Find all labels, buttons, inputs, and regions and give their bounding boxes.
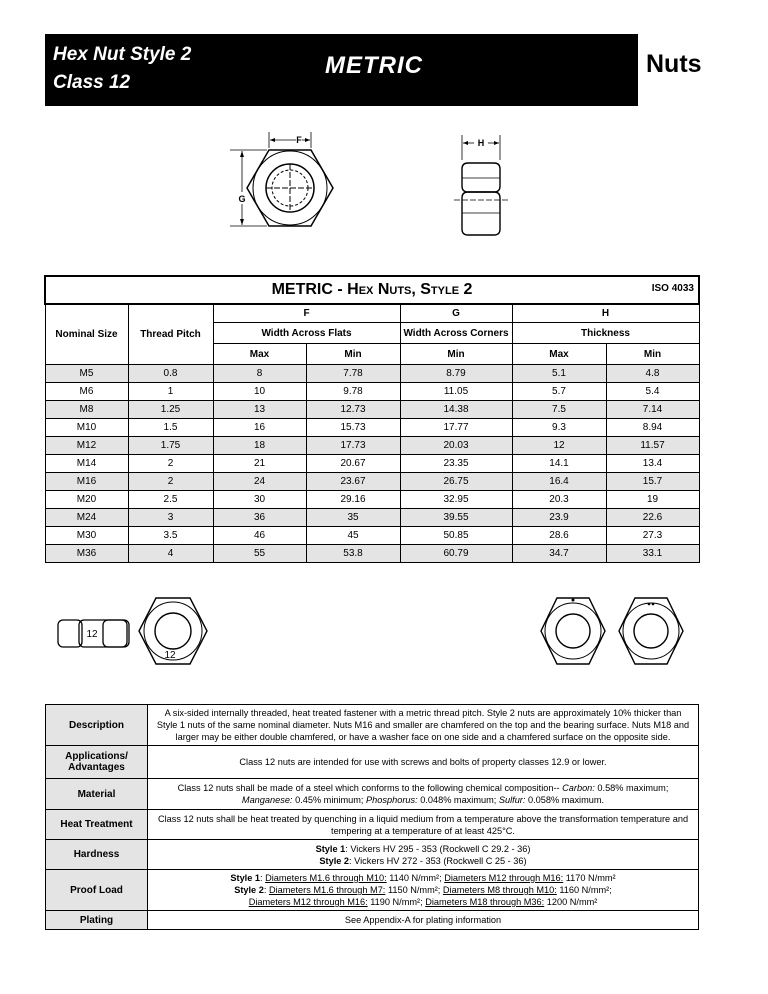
proof-load-text: Style 1: Diameters M1.6 through M10: 1140 N/mm²; Diameters M12 through M16: 1170 N/mm² Style 2: Diameters M1.6 through M7: 1150 N/mm²; Diameters M8 through M10: 1160 N/mm²; Diameters M12 through M16: 1190 N/mm²; Diameters M18 through M36: 1200 N/mm² xyxy=(148,870,699,911)
table-row xyxy=(45,455,699,473)
cell-g-min: 14.38 xyxy=(400,401,512,419)
cell-f-max: 30 xyxy=(213,491,306,509)
table-row xyxy=(45,419,699,437)
iso-standard: ISO 4033 xyxy=(651,283,694,294)
cell-f-min: 53.8 xyxy=(306,545,400,563)
cell-h-min: 5.4 xyxy=(606,383,699,401)
table-row xyxy=(45,437,699,455)
dim-label-h: H xyxy=(477,138,485,148)
cell-thread-pitch: 1 xyxy=(128,383,213,401)
cell-h-max: 16.4 xyxy=(512,473,606,491)
cell-g-min: 39.55 xyxy=(400,509,512,527)
heat-treatment-label: Heat Treatment xyxy=(46,810,148,840)
proof-load-label: Proof Load xyxy=(46,870,148,911)
side-marking-label: 12 xyxy=(86,629,98,640)
table-title-cell xyxy=(45,276,699,304)
carbon-label: Carbon: xyxy=(562,783,595,793)
cell-thread-pitch: 2 xyxy=(128,473,213,491)
proof-s2-value-b: 1160 N/mm²; xyxy=(559,885,612,895)
manganese-label: Manganese: xyxy=(241,795,293,805)
table-row xyxy=(45,401,699,419)
cell-h-min: 11.57 xyxy=(606,437,699,455)
cell-h-min: 19 xyxy=(606,491,699,509)
carbon-value: 0.58% maximum; xyxy=(597,783,669,793)
specification-info-table xyxy=(45,704,699,930)
cell-nominal-size: M30 xyxy=(45,527,128,545)
proof-style2-label: Style 2 xyxy=(234,885,264,895)
cell-thread-pitch: 1.25 xyxy=(128,401,213,419)
cell-f-min: 17.73 xyxy=(306,437,400,455)
cell-f-max: 8 xyxy=(213,365,306,383)
cell-nominal-size: M14 xyxy=(45,455,128,473)
cell-thread-pitch: 2 xyxy=(128,455,213,473)
table-row xyxy=(45,545,699,563)
cell-nominal-size: M16 xyxy=(45,473,128,491)
cell-h-min: 8.94 xyxy=(606,419,699,437)
header-g-min: Min xyxy=(400,344,512,365)
header-thread-pitch: Thread Pitch xyxy=(128,304,213,365)
table-row xyxy=(45,491,699,509)
cell-h-max: 7.5 xyxy=(512,401,606,419)
hardness-style1-label: Style 1 xyxy=(315,843,346,854)
manganese-value: 0.45% minimum; xyxy=(295,795,364,805)
dimensions-table-body xyxy=(45,365,699,563)
marking-variants-drawing xyxy=(538,596,688,666)
cell-h-max: 20.3 xyxy=(512,491,606,509)
plating-label: Plating xyxy=(46,911,148,930)
cell-g-min: 60.79 xyxy=(400,545,512,563)
cell-h-min: 13.4 xyxy=(606,455,699,473)
cell-h-min: 4.8 xyxy=(606,365,699,383)
header-f-max: Max xyxy=(213,344,306,365)
cell-f-min: 35 xyxy=(306,509,400,527)
proof-style1-label: Style 1 xyxy=(230,873,260,883)
cell-nominal-size: M36 xyxy=(45,545,128,563)
cell-h-max: 12 xyxy=(512,437,606,455)
cell-g-min: 20.03 xyxy=(400,437,512,455)
header-width-across-flats: Width Across Flats xyxy=(213,323,400,344)
cell-h-max: 14.1 xyxy=(512,455,606,473)
description-text: A six-sided internally threaded, heat treated fastener with a metric thread pitch. Style 2 nuts are approximately 10% thicker than Style 1 nuts of the same nominal diameter. Nuts M16 and smaller are chamfered on the top and the bearing surface. Nuts M18 and larger may be either double chamfered, or have a washer face on one side and a chamfered surface on the opposite side. xyxy=(148,705,699,746)
phosphorus-label: Phosphorus: xyxy=(366,795,418,805)
plating-text: See Appendix-A for plating information xyxy=(148,911,699,930)
description-label: Description xyxy=(46,705,148,746)
table-row xyxy=(45,383,699,401)
marking-dot-icon xyxy=(648,603,651,606)
material-label: Material xyxy=(46,779,148,810)
system-title: METRIC xyxy=(325,52,423,79)
header-h-min: Min xyxy=(606,344,699,365)
header-group-g: G xyxy=(400,304,512,323)
cell-thread-pitch: 4 xyxy=(128,545,213,563)
cell-h-max: 5.7 xyxy=(512,383,606,401)
cell-nominal-size: M24 xyxy=(45,509,128,527)
cell-f-min: 9.78 xyxy=(306,383,400,401)
cell-f-max: 16 xyxy=(213,419,306,437)
section-title: Nuts xyxy=(646,50,702,78)
table-row xyxy=(45,473,699,491)
cell-f-min: 15.73 xyxy=(306,419,400,437)
cell-f-max: 36 xyxy=(213,509,306,527)
applications-text: Class 12 nuts are intended for use with screws and bolts of property classes 12.9 or lower. xyxy=(148,746,699,779)
proof-s1-range-a: Diameters M1.6 through M10: xyxy=(265,873,387,883)
proof-s2-range-c: Diameters M12 through M16: xyxy=(248,897,368,907)
applications-label-line2: Advantages xyxy=(68,762,125,773)
cell-nominal-size: M10 xyxy=(45,419,128,437)
sulfur-value: 0.058% maximum. xyxy=(527,795,605,805)
cell-h-min: 15.7 xyxy=(606,473,699,491)
heat-treatment-text: Class 12 nuts shall be heat treated by quenching in a liquid medium from a temperature above the transformation temperature and tempering at a temperature of at least 425°C. xyxy=(148,810,699,840)
hex-nut-top-view-drawing xyxy=(230,130,350,246)
product-title: Hex Nut Style 2 xyxy=(53,44,192,65)
product-class: Class 12 xyxy=(53,72,131,93)
table-row xyxy=(45,509,699,527)
cell-h-min: 33.1 xyxy=(606,545,699,563)
cell-h-max: 28.6 xyxy=(512,527,606,545)
header-nominal-size: Nominal Size xyxy=(45,304,128,365)
hardness-style2-label: Style 2 xyxy=(319,855,350,866)
cell-thread-pitch: 3.5 xyxy=(128,527,213,545)
proof-s2-range-d: Diameters M18 through M36: xyxy=(425,897,545,907)
cell-f-max: 13 xyxy=(213,401,306,419)
table-row xyxy=(45,365,699,383)
table-row xyxy=(45,527,699,545)
proof-s2-range-b: Diameters M8 through M10: xyxy=(442,885,557,895)
header-width-across-corners: Width Across Corners xyxy=(400,323,512,344)
cell-h-min: 22.6 xyxy=(606,509,699,527)
phosphorus-value: 0.048% maximum; xyxy=(420,795,497,805)
cell-nominal-size: M20 xyxy=(45,491,128,509)
cell-f-max: 24 xyxy=(213,473,306,491)
cell-f-max: 18 xyxy=(213,437,306,455)
header-f-min: Min xyxy=(306,344,400,365)
cell-g-min: 23.35 xyxy=(400,455,512,473)
table-title: METRIC - Hex Nuts, Style 2 xyxy=(271,281,473,298)
hardness-text xyxy=(148,840,699,870)
cell-thread-pitch: 2.5 xyxy=(128,491,213,509)
face-marking-label: 12 xyxy=(164,650,176,661)
header-group-f: F xyxy=(213,304,400,323)
cell-thread-pitch: 0.8 xyxy=(128,365,213,383)
proof-s2-value-d: 1200 N/mm² xyxy=(546,897,598,907)
proof-s1-range-b: Diameters M12 through M16: xyxy=(444,873,564,883)
cell-f-min: 23.67 xyxy=(306,473,400,491)
material-text xyxy=(148,779,699,810)
cell-f-min: 7.78 xyxy=(306,365,400,383)
dim-label-g: G xyxy=(238,194,246,204)
cell-thread-pitch: 1.5 xyxy=(128,419,213,437)
proof-s1-value-a: 1140 N/mm²; xyxy=(389,873,442,883)
dim-label-f: F xyxy=(296,135,302,145)
proof-s2-value-c: 1190 N/mm²; xyxy=(370,897,423,907)
cell-f-min: 20.67 xyxy=(306,455,400,473)
applications-label-line1: Applications/ xyxy=(65,751,128,762)
cell-h-min: 27.3 xyxy=(606,527,699,545)
proof-s2-range-a: Diameters M1.6 through M7: xyxy=(268,885,386,895)
cell-f-min: 12.73 xyxy=(306,401,400,419)
cell-f-min: 29.16 xyxy=(306,491,400,509)
header-group-h: H xyxy=(512,304,699,323)
cell-f-max: 46 xyxy=(213,527,306,545)
cell-h-max: 9.3 xyxy=(512,419,606,437)
marking-dot-icon xyxy=(652,603,655,606)
header-banner xyxy=(45,34,638,106)
cell-g-min: 26.75 xyxy=(400,473,512,491)
cell-nominal-size: M8 xyxy=(45,401,128,419)
cell-h-max: 23.9 xyxy=(512,509,606,527)
header-h-max: Max xyxy=(512,344,606,365)
cell-g-min: 8.79 xyxy=(400,365,512,383)
cell-f-min: 45 xyxy=(306,527,400,545)
cell-g-min: 11.05 xyxy=(400,383,512,401)
hardness-style2-value: : Vickers HV 272 - 353 (Rockwell C 25 - 36) xyxy=(349,855,527,866)
cell-f-max: 21 xyxy=(213,455,306,473)
cell-h-min: 7.14 xyxy=(606,401,699,419)
cell-nominal-size: M12 xyxy=(45,437,128,455)
class-marking-drawing xyxy=(55,596,215,666)
cell-nominal-size: M5 xyxy=(45,365,128,383)
proof-s2-value-a: 1150 N/mm²; xyxy=(387,885,441,895)
cell-f-max: 10 xyxy=(213,383,306,401)
cell-h-max: 34.7 xyxy=(512,545,606,563)
dimensions-table xyxy=(44,275,700,563)
header-thickness: Thickness xyxy=(512,323,699,344)
cell-g-min: 17.77 xyxy=(400,419,512,437)
proof-s1-value-b: 1170 N/mm² xyxy=(565,873,616,883)
cell-nominal-size: M6 xyxy=(45,383,128,401)
sulfur-label: Sulfur: xyxy=(498,795,526,805)
hex-nut-side-view-drawing xyxy=(454,133,510,245)
hardness-label: Hardness xyxy=(46,840,148,870)
cell-f-max: 55 xyxy=(213,545,306,563)
hardness-style1-value: : Vickers HV 295 - 353 (Rockwell C 29.2 - 36) xyxy=(345,843,531,854)
cell-g-min: 50.85 xyxy=(400,527,512,545)
cell-g-min: 32.95 xyxy=(400,491,512,509)
cell-thread-pitch: 1.75 xyxy=(128,437,213,455)
cell-h-max: 5.1 xyxy=(512,365,606,383)
marking-dot-icon xyxy=(572,599,575,602)
applications-label xyxy=(46,746,148,779)
material-intro: Class 12 nuts shall be made of a steel which conforms to the following chemical composition-- xyxy=(177,783,560,793)
cell-thread-pitch: 3 xyxy=(128,509,213,527)
